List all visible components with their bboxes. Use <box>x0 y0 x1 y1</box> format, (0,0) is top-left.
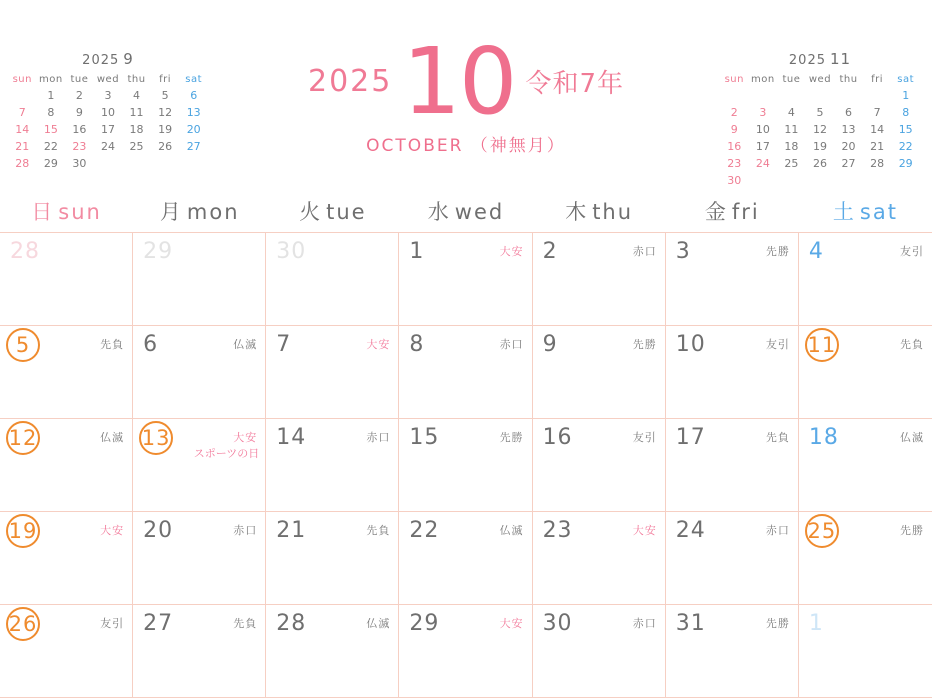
day-number: 28 <box>276 611 307 636</box>
mini-next-day: 15 <box>898 123 913 136</box>
calendar-day-cell[interactable] <box>133 326 266 419</box>
calendar-day-cell[interactable] <box>399 326 532 419</box>
day-number: 22 <box>409 518 440 543</box>
weekday-roman-sun: sun <box>58 200 102 224</box>
weekday-kanji-mon: 月 <box>159 200 183 224</box>
mini-next-day: 13 <box>841 123 856 136</box>
mini-next-day: 25 <box>784 157 799 170</box>
mini-next-day <box>720 87 749 104</box>
mini-next-day <box>806 87 835 104</box>
calendar-day-cell[interactable] <box>799 512 932 605</box>
mini-prev-day: 16 <box>72 123 87 136</box>
rokuyo-label: 仏滅 <box>233 338 258 351</box>
mini-prev-day: 29 <box>43 157 58 170</box>
mini-next-table <box>720 72 920 189</box>
calendar-day-cell[interactable] <box>0 605 133 698</box>
mini-next-day: 27 <box>841 157 856 170</box>
rokuyo-label: 先勝 <box>632 338 657 351</box>
mini-prev-day: 18 <box>129 123 144 136</box>
weekday-label-wed <box>399 196 532 226</box>
day-number: 25 <box>805 514 839 548</box>
weekday-label-tue <box>266 196 399 226</box>
mini-next-weekday-tue: tue <box>782 74 801 85</box>
holiday-event-label: スポーツの日 <box>193 447 260 460</box>
calendar-day-cell[interactable] <box>666 326 799 419</box>
mini-prev-weekday-thu: thu <box>127 74 146 85</box>
rokuyo-label: 先負 <box>899 338 924 351</box>
calendar-day-cell[interactable] <box>399 605 532 698</box>
day-number: 29 <box>409 611 440 636</box>
calendar-day-cell[interactable] <box>533 512 666 605</box>
rokuyo-label: 赤口 <box>366 431 391 444</box>
day-number: 4 <box>808 239 824 264</box>
rokuyo-label: 先勝 <box>499 431 524 444</box>
calendar-day-cell[interactable] <box>799 233 932 326</box>
day-number: 26 <box>6 607 40 641</box>
calendar-day-cell[interactable] <box>399 233 532 326</box>
mini-prev-day: 3 <box>104 89 112 102</box>
mini-next-day: 12 <box>812 123 827 136</box>
mini-next-day: 10 <box>755 123 770 136</box>
day-number: 31 <box>675 611 706 636</box>
calendar-day-cell[interactable] <box>533 605 666 698</box>
mini-prev-day: 23 <box>72 140 87 153</box>
mini-prev-week-row <box>8 155 208 172</box>
calendar-day-cell[interactable] <box>399 419 532 512</box>
title-wareki: 令和7年 <box>525 69 624 100</box>
mini-next-weekday-thu: thu <box>839 74 858 85</box>
mini-next-day: 8 <box>902 106 910 119</box>
day-number: 1 <box>808 611 824 636</box>
mini-next-day: 16 <box>727 140 742 153</box>
mini-next-day: 30 <box>727 174 742 187</box>
day-number: 14 <box>276 425 307 450</box>
mini-next-day: 4 <box>787 106 795 119</box>
rokuyo-label: 大安 <box>499 245 524 258</box>
rokuyo-label: 友引 <box>899 245 924 258</box>
mini-prev-day: 9 <box>75 106 83 119</box>
mini-next-day: 18 <box>784 140 799 153</box>
day-number: 6 <box>143 332 159 357</box>
calendar-day-cell[interactable] <box>266 233 399 326</box>
weekday-label-sat <box>799 196 932 226</box>
day-number: 5 <box>6 328 40 362</box>
rokuyo-label: 先勝 <box>899 524 924 537</box>
weekday-kanji-tue: 火 <box>299 200 323 224</box>
mini-prev-day: 30 <box>72 157 87 170</box>
rokuyo-label: 仏滅 <box>499 524 524 537</box>
weekday-roman-thu: thu <box>592 200 634 224</box>
title-subtitle: OCTOBER （神無月） <box>366 136 566 157</box>
rokuyo-label: 先負 <box>100 338 125 351</box>
weekday-roman-tue: tue <box>326 200 367 224</box>
mini-next-day <box>777 172 806 189</box>
mini-prev-day: 20 <box>186 123 201 136</box>
mini-next-day <box>749 172 778 189</box>
mini-next-day: 26 <box>812 157 827 170</box>
mini-prev-day <box>122 155 151 172</box>
mini-prev-day <box>94 155 123 172</box>
rokuyo-label: 大安 <box>366 338 391 351</box>
day-number: 9 <box>542 332 558 357</box>
calendar-day-cell[interactable] <box>666 605 799 698</box>
calendar-day-cell[interactable] <box>266 326 399 419</box>
mini-next-day <box>863 87 892 104</box>
mini-calendar-next-month <box>720 50 920 189</box>
day-number: 30 <box>542 611 573 636</box>
mini-prev-day: 27 <box>186 140 201 153</box>
rokuyo-label: 仏滅 <box>899 431 924 444</box>
weekday-kanji-thu: 木 <box>565 200 589 224</box>
calendar-header <box>0 0 932 190</box>
mini-prev-day: 8 <box>47 106 55 119</box>
rokuyo-label: 先負 <box>765 431 790 444</box>
mini-next-day: 3 <box>759 106 767 119</box>
calendar-day-cell[interactable] <box>266 605 399 698</box>
mini-prev-day: 10 <box>100 106 115 119</box>
calendar-day-cell[interactable] <box>533 419 666 512</box>
weekday-kanji-sat: 土 <box>832 200 856 224</box>
day-number: 13 <box>139 421 173 455</box>
day-number: 1 <box>409 239 425 264</box>
rokuyo-label: 大安 <box>233 431 258 444</box>
mini-prev-day: 14 <box>15 123 30 136</box>
mini-next-day: 7 <box>873 106 881 119</box>
mini-next-day: 9 <box>730 123 738 136</box>
calendar-day-cell[interactable] <box>799 326 932 419</box>
mini-next-weekday-fri: fri <box>871 74 884 85</box>
weekday-kanji-sun: 日 <box>31 200 55 224</box>
mini-next-day <box>834 87 863 104</box>
mini-prev-day <box>151 155 180 172</box>
calendar-day-cell[interactable] <box>0 419 133 512</box>
mini-next-weekday-mon: mon <box>750 74 775 85</box>
day-number: 30 <box>276 239 307 264</box>
mini-next-day <box>891 172 920 189</box>
mini-prev-day: 17 <box>100 123 115 136</box>
calendar-day-cell[interactable] <box>266 419 399 512</box>
day-number: 19 <box>6 514 40 548</box>
calendar-day-cell[interactable] <box>266 512 399 605</box>
mini-prev-weekday-tue: tue <box>70 74 89 85</box>
calendar-day-cell[interactable] <box>799 419 932 512</box>
day-number: 18 <box>808 425 839 450</box>
mini-prev-day: 5 <box>161 89 169 102</box>
weekday-roman-fri: fri <box>731 200 760 224</box>
mini-calendar-next-title <box>720 50 920 68</box>
weekday-kanji-wed: 水 <box>427 200 451 224</box>
calendar-day-cell[interactable] <box>533 326 666 419</box>
weekday-header <box>0 190 932 232</box>
day-number: 8 <box>409 332 425 357</box>
day-number: 15 <box>409 425 440 450</box>
rokuyo-label: 大安 <box>100 524 125 537</box>
mini-next-day: 23 <box>727 157 742 170</box>
mini-next-weekday-sun: sun <box>724 74 744 85</box>
mini-prev-year: 2025 <box>82 53 120 68</box>
mini-prev-day: 26 <box>158 140 173 153</box>
mini-next-weekday-wed: wed <box>808 74 832 85</box>
calendar-day-cell[interactable] <box>666 233 799 326</box>
mini-next-day <box>806 172 835 189</box>
mini-next-week-row <box>720 138 920 155</box>
weekday-label-fri <box>666 196 799 226</box>
mini-prev-day: 11 <box>129 106 144 119</box>
mini-next-day: 29 <box>898 157 913 170</box>
mini-next-day: 20 <box>841 140 856 153</box>
calendar-day-cell[interactable] <box>666 419 799 512</box>
mini-next-week-row <box>720 104 920 121</box>
day-number: 23 <box>542 518 573 543</box>
mini-next-day <box>777 87 806 104</box>
rokuyo-label: 友引 <box>632 431 657 444</box>
mini-prev-day: 28 <box>15 157 30 170</box>
mini-prev-day: 4 <box>133 89 141 102</box>
mini-prev-weekday-sat: sat <box>185 74 203 85</box>
title-month-number: 10 <box>402 28 516 135</box>
calendar-grid <box>0 232 932 698</box>
day-number: 17 <box>675 425 706 450</box>
day-number: 3 <box>675 239 691 264</box>
mini-next-day: 1 <box>902 89 910 102</box>
mini-next-week-row <box>720 155 920 172</box>
mini-prev-weekday-mon: mon <box>38 74 63 85</box>
mini-next-day <box>863 172 892 189</box>
mini-prev-day: 15 <box>43 123 58 136</box>
weekday-label-thu <box>533 196 666 226</box>
rokuyo-label: 大安 <box>632 524 657 537</box>
day-number: 28 <box>10 239 40 264</box>
mini-next-weekday-sat: sat <box>897 74 915 85</box>
day-number: 16 <box>542 425 573 450</box>
mini-next-week-row <box>720 121 920 138</box>
rokuyo-label: 仏滅 <box>366 617 391 630</box>
day-number: 11 <box>805 328 839 362</box>
mini-prev-day: 7 <box>18 106 26 119</box>
mini-prev-weekday-wed: wed <box>96 74 120 85</box>
mini-next-day: 6 <box>845 106 853 119</box>
weekday-label-sun <box>0 196 133 226</box>
rokuyo-label: 先負 <box>233 617 258 630</box>
rokuyo-label: 赤口 <box>233 524 258 537</box>
mini-next-day: 19 <box>812 140 827 153</box>
mini-prev-day: 1 <box>47 89 55 102</box>
mini-prev-day: 13 <box>186 106 201 119</box>
calendar-day-cell[interactable] <box>0 512 133 605</box>
day-number: 10 <box>675 332 706 357</box>
mini-prev-day <box>179 155 208 172</box>
mini-next-day: 28 <box>870 157 885 170</box>
weekday-roman-mon: mon <box>186 200 240 224</box>
mini-next-day: 11 <box>784 123 799 136</box>
day-number: 21 <box>276 518 307 543</box>
rokuyo-label: 友引 <box>100 617 125 630</box>
rokuyo-label: 友引 <box>765 338 790 351</box>
mini-next-year: 2025 <box>788 53 826 68</box>
mini-next-week-row <box>720 87 920 104</box>
mini-prev-day: 2 <box>75 89 83 102</box>
calendar-day-cell[interactable] <box>0 233 133 326</box>
mini-prev-day: 12 <box>158 106 173 119</box>
mini-prev-weekday-fri: fri <box>159 74 172 85</box>
day-number: 24 <box>675 518 706 543</box>
day-number: 7 <box>276 332 292 357</box>
mini-next-day: 21 <box>870 140 885 153</box>
mini-prev-weekday-sun: sun <box>12 74 32 85</box>
mini-prev-day: 19 <box>158 123 173 136</box>
mini-next-month: 11 <box>830 50 852 68</box>
day-number: 12 <box>6 421 40 455</box>
weekday-kanji-fri: 金 <box>704 200 728 224</box>
calendar-day-cell[interactable] <box>133 419 266 512</box>
calendar-day-cell[interactable] <box>0 326 133 419</box>
rokuyo-label: 先負 <box>366 524 391 537</box>
mini-prev-day: 21 <box>15 140 30 153</box>
day-number: 29 <box>143 239 174 264</box>
day-number: 20 <box>143 518 174 543</box>
mini-prev-day: 24 <box>100 140 115 153</box>
day-number: 27 <box>143 611 174 636</box>
rokuyo-label: 赤口 <box>632 245 657 258</box>
rokuyo-label: 大安 <box>499 617 524 630</box>
rokuyo-label: 赤口 <box>632 617 657 630</box>
weekday-roman-wed: wed <box>454 200 505 224</box>
calendar-day-cell[interactable] <box>133 605 266 698</box>
rokuyo-label: 赤口 <box>765 524 790 537</box>
day-number: 2 <box>542 239 558 264</box>
calendar-day-cell[interactable] <box>533 233 666 326</box>
mini-next-day: 2 <box>730 106 738 119</box>
mini-next-day: 22 <box>898 140 913 153</box>
rokuyo-label: 赤口 <box>499 338 524 351</box>
calendar-day-cell[interactable] <box>133 512 266 605</box>
mini-next-day <box>834 172 863 189</box>
mini-prev-day: 6 <box>190 89 198 102</box>
mini-prev-day: 22 <box>43 140 58 153</box>
mini-next-weekday-row <box>720 72 920 87</box>
mini-next-day <box>749 87 778 104</box>
mini-next-day: 24 <box>755 157 770 170</box>
mini-next-week-row <box>720 172 920 189</box>
mini-next-day: 17 <box>755 140 770 153</box>
calendar-day-cell[interactable] <box>666 512 799 605</box>
weekday-label-mon <box>133 196 266 226</box>
rokuyo-label: 先勝 <box>765 617 790 630</box>
calendar-day-cell[interactable] <box>399 512 532 605</box>
mini-next-day: 14 <box>870 123 885 136</box>
calendar-day-cell[interactable] <box>799 605 932 698</box>
rokuyo-label: 仏滅 <box>100 431 125 444</box>
title-year: 2025 <box>308 64 393 100</box>
calendar-day-cell[interactable] <box>133 233 266 326</box>
mini-prev-month: 9 <box>123 50 134 68</box>
rokuyo-label: 先勝 <box>765 245 790 258</box>
weekday-roman-sat: sat <box>859 200 898 224</box>
mini-next-day: 5 <box>816 106 824 119</box>
mini-prev-day: 25 <box>129 140 144 153</box>
